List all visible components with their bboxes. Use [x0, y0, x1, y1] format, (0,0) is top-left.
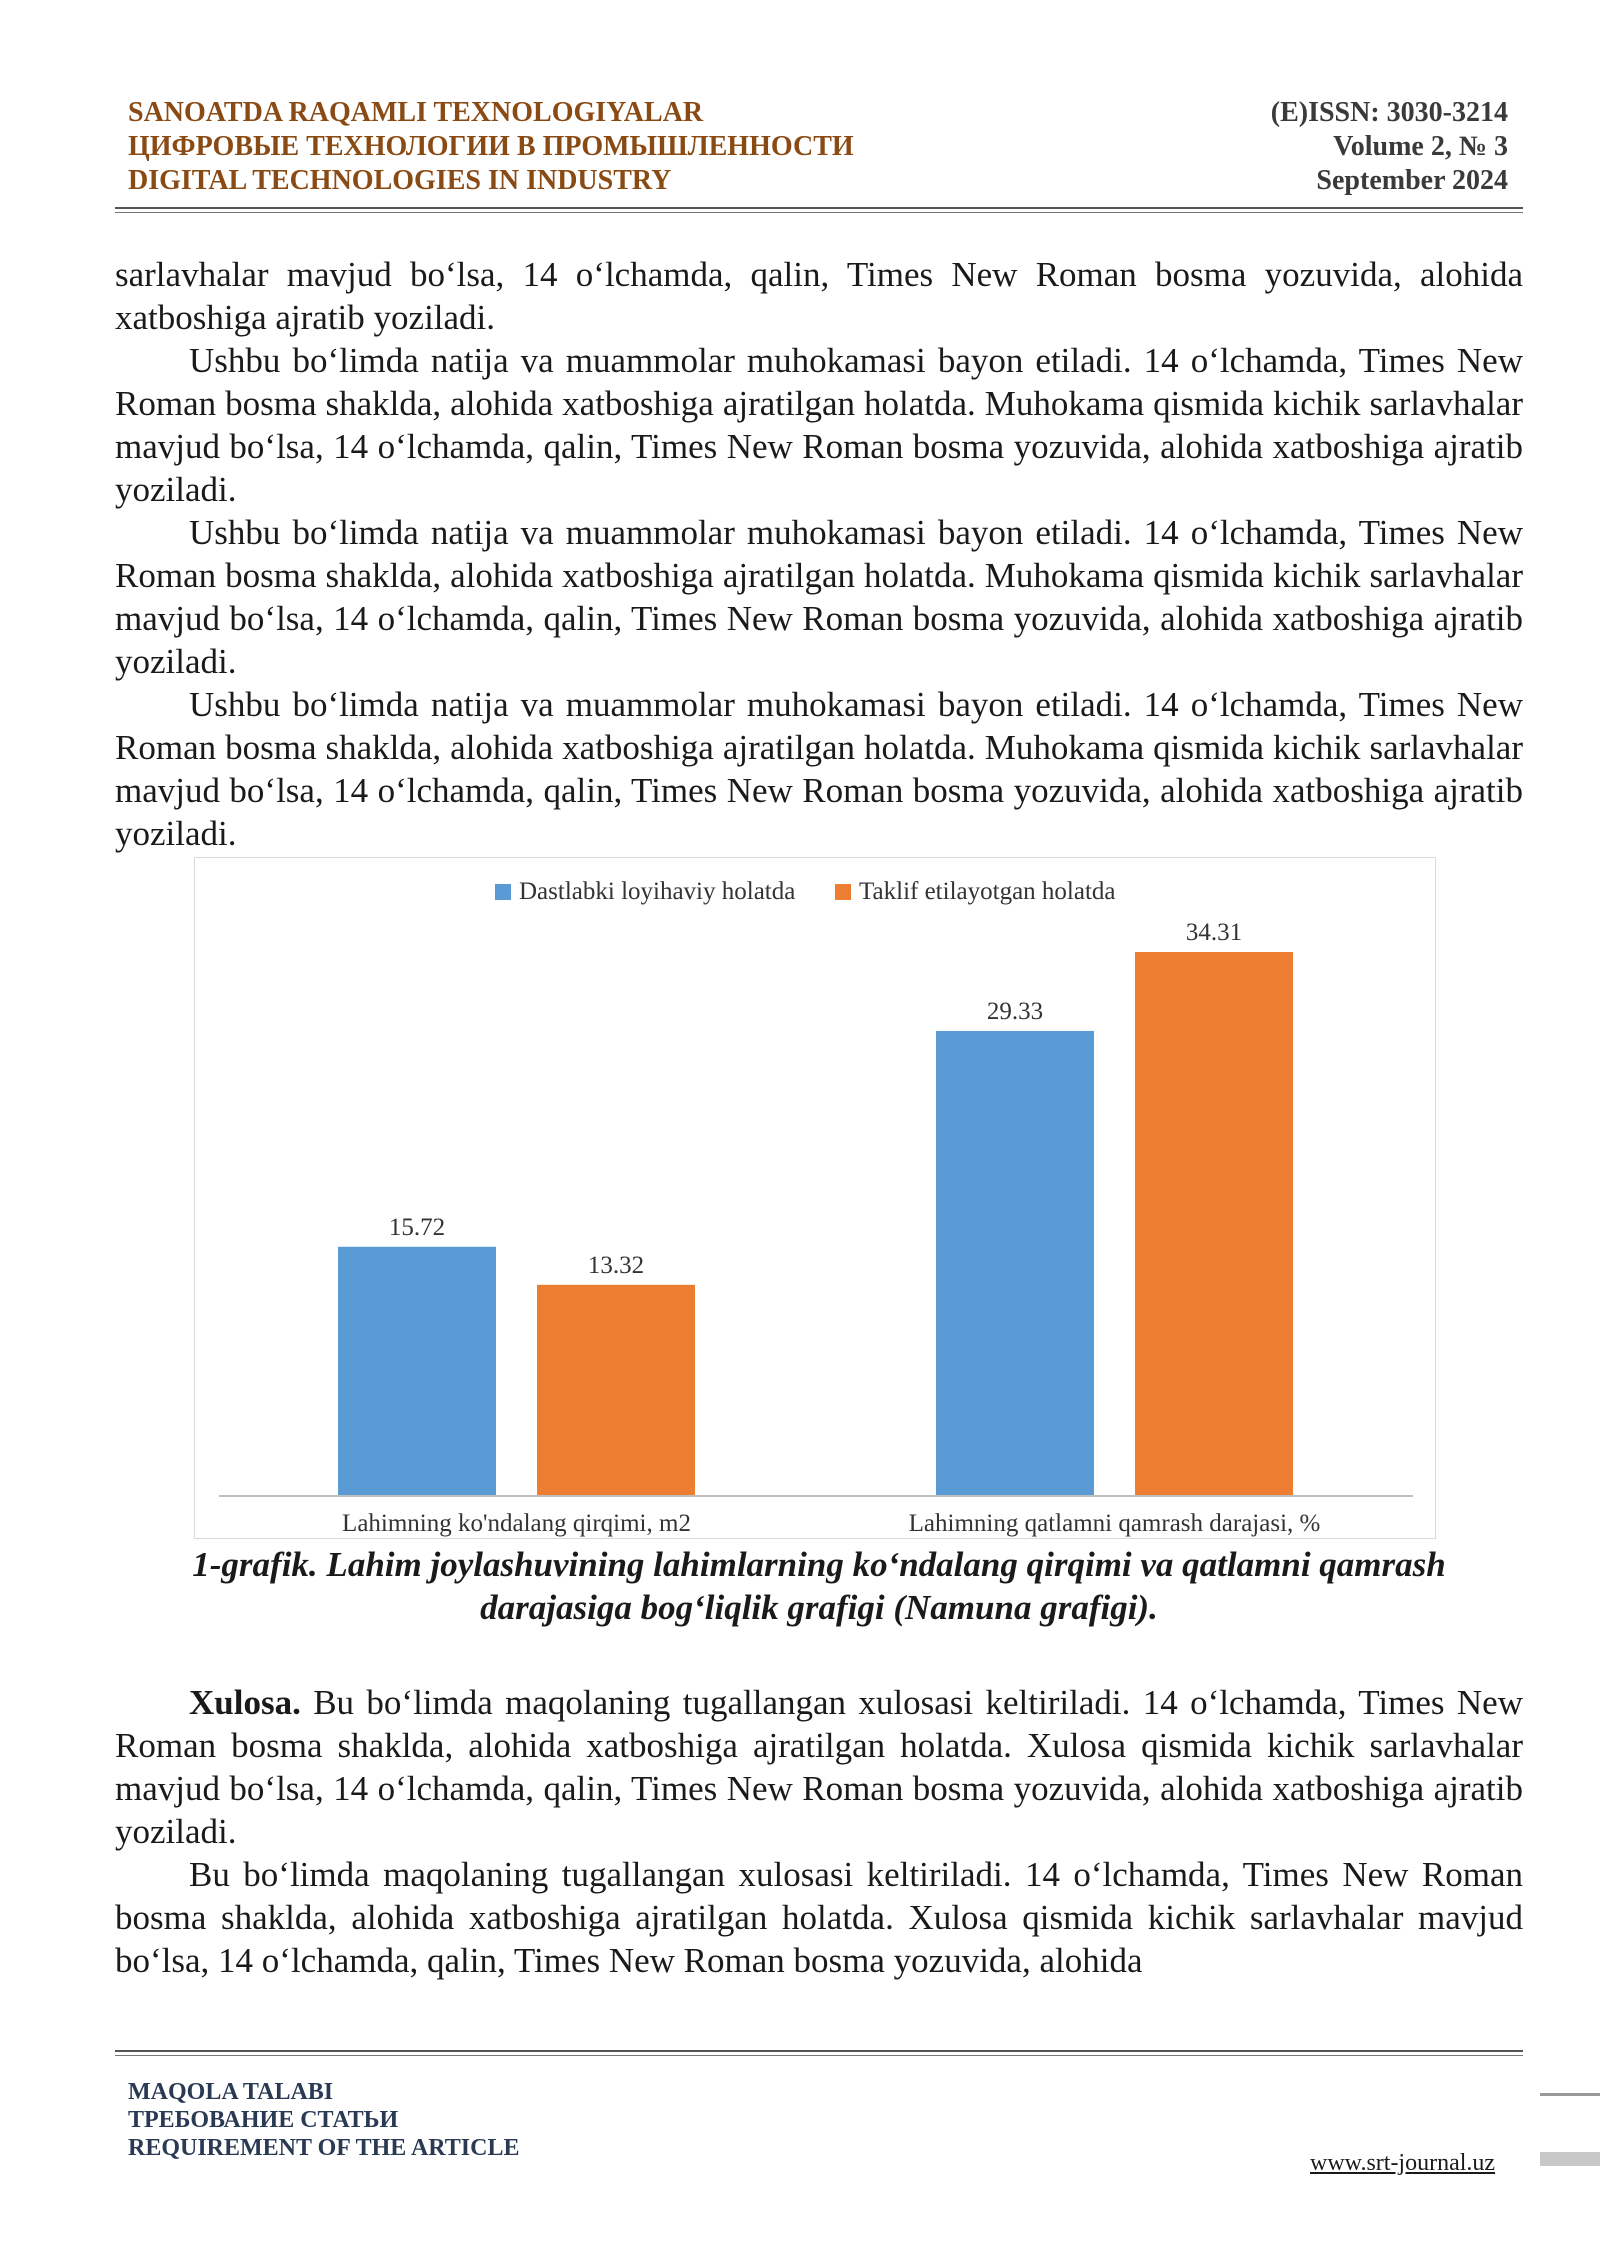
data-label: 15.72	[388, 1213, 446, 1241]
issn: (E)ISSN: 3030-3214	[1270, 97, 1508, 128]
figure-caption	[115, 1543, 1523, 1629]
page-header	[128, 96, 1508, 206]
x-tick-label: Lahimning qatlamni qamrash darajasi, %	[908, 1510, 1321, 1537]
chart-bar	[338, 1247, 496, 1496]
legend-swatch	[495, 884, 511, 900]
footer-section-uz: MAQOLA TALABI	[128, 2079, 334, 2105]
volume: Volume 2, № 3	[1333, 131, 1508, 162]
page-edge-mark	[1540, 2093, 1600, 2096]
conclusion-paragraph-2: Bu bo‘limda maqolaning tugallangan xulosasi keltiriladi. 14 o‘lchamda, Times New Roman bosma shaklda, alohida xatboshiga ajratilgan holatda. Xulosa qismida kichik sarlavhalar mavjud bo‘lsa, 14 o‘lchamda, qalin, Times New Roman bosma yozuvida, alohida	[115, 1855, 1523, 1980]
data-label: 13.32	[587, 1251, 645, 1279]
journal-title-uz: SANOATDA RAQAMLI TEXNOLOGIYALAR	[128, 97, 704, 128]
conclusion-paragraph	[115, 1681, 1523, 1853]
chart-canvas	[195, 858, 1435, 1538]
issue-info-block	[1271, 96, 1508, 198]
website-link[interactable]: www.srt-journal.uz	[1310, 2150, 1496, 2176]
footer-rule-thin	[115, 2055, 1523, 2056]
footer-rule	[115, 2050, 1523, 2052]
chart-legend	[495, 878, 1116, 905]
footer-section-labels	[128, 2078, 519, 2162]
journal-title-ru: ЦИФРОВЫЕ ТЕХНОЛОГИИ В ПРОМЫШЛЕННОСТИ	[128, 131, 854, 162]
header-rule-thin	[115, 212, 1523, 213]
chart-bar	[537, 1285, 695, 1496]
data-label: 29.33	[986, 997, 1044, 1025]
bar-chart	[194, 857, 1436, 1539]
conclusion-text: Bu bo‘limda maqolaning tugallangan xulosasi keltiriladi. 14 o‘lchamda, Times New Roman bosma shaklda, alohida xatboshiga ajratilgan holatda. Xulosa qismida kichik sarlavhalar mavjud bo‘lsa, 14 o‘lchamda, qalin, Times New Roman bosma yozuvida, alohida xatboshiga ajratib yoziladi.	[115, 1683, 1523, 1851]
caption-line-1: 1-grafik. Lahim joylashuvining lahimlarning ko‘ndalang qirqimi va qatlamni qamrash	[192, 1545, 1446, 1584]
legend-label: Dastlabki loyihaviy holatda	[519, 878, 796, 905]
header-rule	[115, 207, 1523, 209]
chart-bar	[1135, 952, 1293, 1496]
paragraph: Ushbu bo‘limda natija va muammolar muhokamasi bayon etiladi. 14 o‘lchamda, Times New Roman bosma shaklda, alohida xatboshiga ajratilgan holatda. Muhokama qismida kichik sarlavhalar mavjud bo‘lsa, 14 o‘lchamda, qalin, Times New Roman bosma yozuvida, alohida xatboshiga ajratib yoziladi.	[115, 685, 1523, 853]
paragraph: sarlavhalar mavjud bo‘lsa, 14 o‘lchamda, qalin, Times New Roman bosma yozuvida, alohida xatboshiga ajratib yoziladi.	[115, 255, 1523, 337]
journal-title-en: DIGITAL TECHNOLOGIES IN INDUSTRY	[128, 165, 672, 196]
paragraph: Ushbu bo‘limda natija va muammolar muhokamasi bayon etiladi. 14 o‘lchamda, Times New Roman bosma shaklda, alohida xatboshiga ajratilgan holatda. Muhokama qismida kichik sarlavhalar mavjud bo‘lsa, 14 o‘lchamda, qalin, Times New Roman bosma yozuvida, alohida xatboshiga ajratib yoziladi.	[115, 341, 1523, 509]
caption-line-2: darajasiga bog‘liqlik grafigi (Namuna grafigi).	[480, 1588, 1158, 1627]
body-text-top	[115, 253, 1523, 855]
x-tick-label: Lahimning ko'ndalang qirqimi, m2	[342, 1510, 691, 1537]
footer-section-en: REQUIREMENT OF THE ARTICLE	[128, 2135, 520, 2161]
chart-bars	[338, 919, 1293, 1496]
chart-bar	[936, 1031, 1094, 1496]
conclusion-heading: Xulosa.	[189, 1683, 301, 1722]
page-edge-tab	[1540, 2152, 1600, 2166]
conclusion-section	[115, 1681, 1523, 1982]
issue-date: September 2024	[1316, 165, 1508, 196]
paragraph: Ushbu bo‘limda natija va muammolar muhokamasi bayon etiladi. 14 o‘lchamda, Times New Roman bosma shaklda, alohida xatboshiga ajratilgan holatda. Muhokama qismida kichik sarlavhalar mavjud bo‘lsa, 14 o‘lchamda, qalin, Times New Roman bosma yozuvida, alohida xatboshiga ajratib yoziladi.	[115, 513, 1523, 681]
footer-section-ru: ТРЕБОВАНИЕ СТАТЬИ	[128, 2107, 399, 2133]
legend-swatch	[835, 884, 851, 900]
legend-label: Taklif etilayotgan holatda	[859, 878, 1116, 905]
journal-title-block	[128, 96, 854, 198]
x-axis-labels	[342, 1510, 1320, 1537]
data-label: 34.31	[1185, 919, 1243, 946]
